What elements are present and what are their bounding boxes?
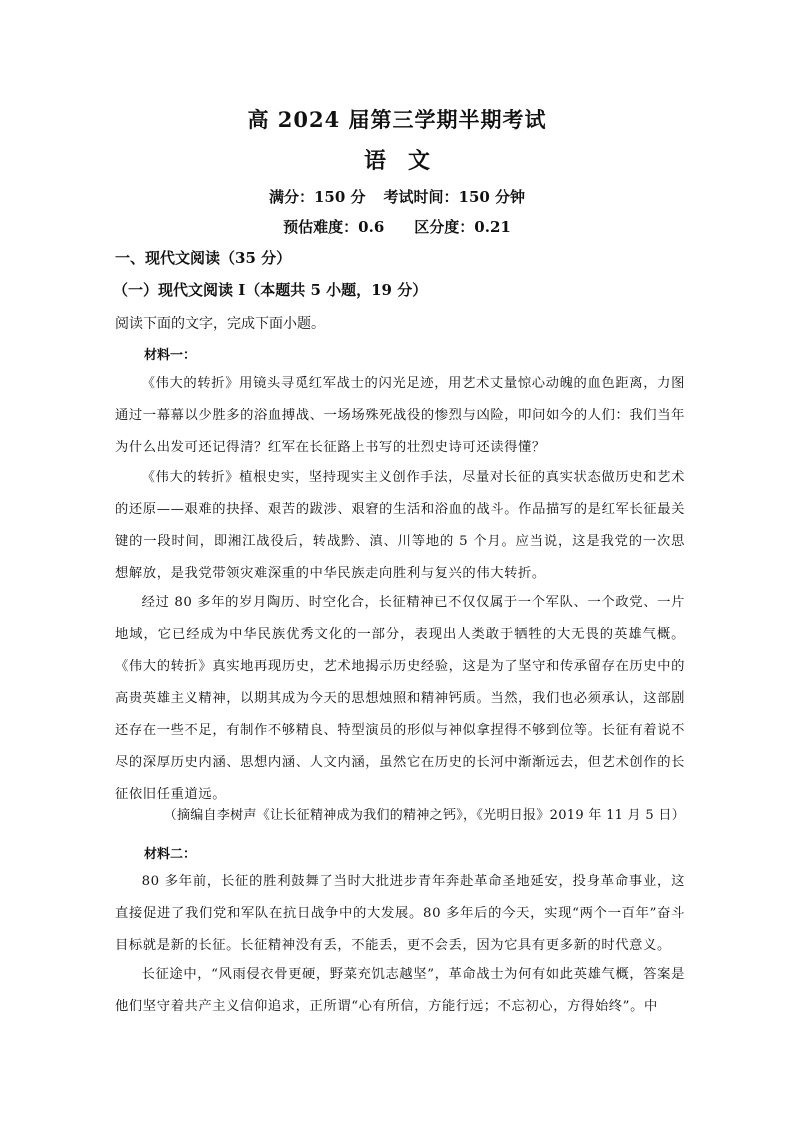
- score-time-line: [0, 186, 794, 207]
- discrimination-label: 区分度：0.21: [414, 218, 511, 236]
- reading-instruction: 阅读下面的文字，完成下面小题。: [115, 317, 325, 332]
- material-two-paragraph: 长征途中，“风雨侵衣骨更硬，野菜充饥志越坚”，革命战士为何有如此英雄气概，答案是他们坚守着共产主义信仰追求，正所谓“心有所信，方能行远；不忘初心，方得始终”。中: [115, 967, 685, 1014]
- material-two-paragraph: 80 多年前，长征的胜利鼓舞了当时大批进步青年奔赴革命圣地延安，投身革命事业，这直接促进了我们党和军队在抗日战争中的大发展。80 多年后的今天，实现“两个一百年”奋斗目标就是新的长征。长征精神没有丢，不能丢，更不会丢，因为它具有更多新的时代意义。: [115, 874, 685, 953]
- material-one-paragraph: 《伟大的转折》用镜头寻觅红军战士的闪光足迹，用艺术丈量惊心动魄的血色距离，力图通过一幕幕以少胜多的浴血搏战、一场场殊死战役的惨烈与凶险，叩问如今的人们：我们当年为什么出发可还记得清？红军在长征路上书写的壮烈史诗可还读得懂？: [115, 376, 685, 455]
- material-one-label: 材料一：: [144, 348, 197, 363]
- material-one-source: （摘编自李树声《让长征精神成为我们的精神之钙》，《光明日报》2019 年 11 月 5 日）: [163, 808, 685, 823]
- material-one-paragraph: 经过 80 多年的岁月陶历、时空化合，长征精神已不仅仅属于一个军队、一个政党、一片地域，它已经成为中华民族优秀文化的一部分，表现出人类敢于牺牲的大无畏的英雄气概。《伟大的转折》真实地再现历史，艺术地揭示历史经验，这是为了坚守和传承留存在历史中的高贵英雄主义精神，以期其成为今天的思想烛照和精神钙质。当然，我们也必须承认，这部剧还存在一些不足，有制作不够精良、特型演员的形似与神似拿捏得不够到位等。长征有着说不尽的深厚历史内涵、思想内涵、人文内涵，虽然它在历史的长河中渐渐远去，但艺术创作的长征依旧任重道远。: [115, 595, 685, 802]
- subject-title: 语 文: [363, 148, 430, 174]
- difficulty-label: 预估难度：0.6: [283, 218, 385, 236]
- section-heading: 一、现代文阅读（35 分）: [115, 249, 292, 267]
- section-subheading: （一）现代文阅读 I（本题共 5 小题，19 分）: [113, 281, 428, 299]
- material-two-label: 材料二：: [144, 847, 197, 862]
- time-label: 考试时间：150 分钟: [383, 188, 526, 206]
- exam-title: 高 2024 届第三学期半期考试: [247, 107, 547, 132]
- material-one-paragraph: 《伟大的转折》植根史实，坚持现实主义创作手法，尽量对长征的真实状态做历史和艺术的还原——艰难的抉择、艰苦的跋涉、艰窘的生活和浴血的战斗。作品描写的是红军长征最关键的一段时间，即湘江战役后，转战黔、滇、川等地的 5 个月。应当说，这是我党的一次思想解放，是我党带领灾难深重的中华民族走向胜利与复兴的伟大转折。: [115, 470, 685, 581]
- difficulty-line: [0, 216, 794, 237]
- score-label: 满分：150 分: [268, 188, 366, 206]
